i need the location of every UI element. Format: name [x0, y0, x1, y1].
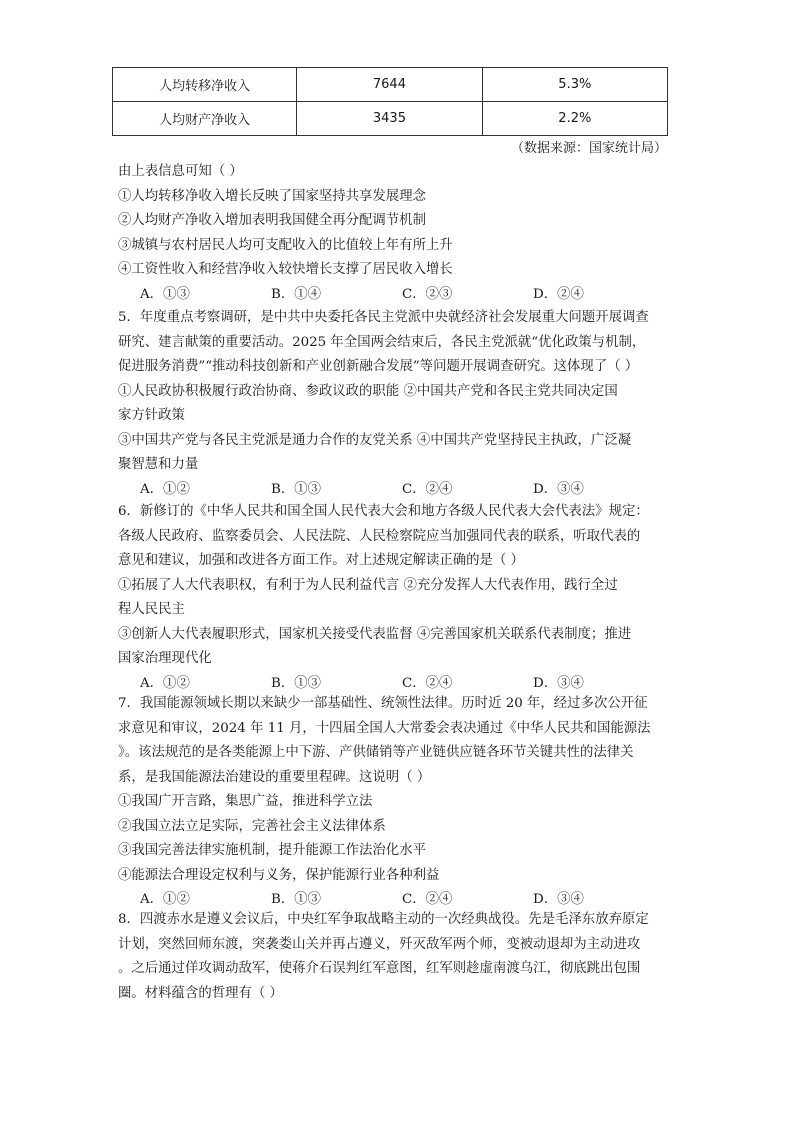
- question-line: 圈。材料蕴含的哲理有（ ）: [118, 985, 283, 1001]
- question-line: ①拓展了人大代表职权，有利于为人民利益代言 ②充分发挥人大代表作用，践行全过: [118, 577, 618, 593]
- question-line: ③创新人大代表履职形式，国家机关接受代表监督 ④完善国家机关联系代表制度；推进: [118, 626, 632, 642]
- option-c: C．②③: [402, 286, 453, 302]
- data-source-note: （数据来源：国家统计局）: [510, 141, 667, 156]
- question-8: [118, 908, 678, 1006]
- option-c: C．②④: [402, 892, 453, 907]
- question-line: 国家治理现代化: [118, 651, 212, 666]
- statement-3: ③城镇与农村居民人均可支配收入的比值较上年有所上升: [118, 237, 453, 253]
- option-d: D．③④: [533, 892, 584, 907]
- option-b: B．①③: [271, 481, 322, 497]
- table-row: [113, 68, 668, 102]
- question-line: 系，是我国能源法治建设的重要里程碑。这说明（ ）: [118, 769, 431, 785]
- question-line: ③中国共产党与各民主党派是通力合作的友党关系 ④中国共产党坚持民主执政，广泛凝: [118, 432, 632, 448]
- table-cell: 人均财产净收入: [113, 102, 297, 136]
- question-line: 。之后通过佯攻调动敌军，使蒋介石误判红军意图，红军则趁虚南渡乌江，彻底跳出包围: [118, 961, 641, 976]
- question-line: 5．年度重点考察调研，是中共中央委托各民主党派中央就经济社会发展重大问题开展调查: [118, 310, 649, 325]
- option-b: B．①④: [271, 286, 322, 302]
- question-line: 求意见和审议，2024 年 11 月，十四届全国人大常委会表决通过《中华人民共和国能源法: [118, 720, 651, 736]
- question-stem: 由上表信息可知（ ）: [118, 164, 243, 179]
- question-4: [118, 160, 678, 307]
- statement-4: ④工资性收入和经营净收入较快增长支撑了居民收入增长: [118, 262, 453, 277]
- table-row: [113, 102, 668, 136]
- question-line: 聚智慧和力量: [118, 457, 199, 472]
- question-5: [118, 306, 678, 502]
- income-table: [112, 67, 668, 136]
- statement-3: ③我国完善法律实施机制，提升能源工作法治化水平: [118, 843, 426, 858]
- question-line: 8．四渡赤水是遵义会议后，中央红军争取战略主动的一次经典战役。先是毛泽东放弃原定: [118, 912, 649, 927]
- statement-2: ②人均财产净收入增加表明我国健全再分配调节机制: [118, 213, 426, 228]
- statement-1: ①我国广开言路，集思广益，推进科学立法: [118, 794, 373, 809]
- option-b: B．①③: [271, 892, 322, 907]
- option-a: A．①②: [140, 675, 190, 691]
- question-line: ①人民政协积极履行政治协商、参政议政的职能 ②中国共产党和各民主党共同决定国: [118, 383, 618, 399]
- table-cell: 2.2%: [482, 102, 667, 136]
- statement-2: ②我国立法立足实际，完善社会主义法律体系: [118, 818, 386, 834]
- table-cell: 5.3%: [482, 68, 667, 102]
- question-line: 计划，突然回师东渡，突袭娄山关并再占遵义，歼灭敌军两个师，变被动退却为主动进攻: [118, 936, 641, 952]
- option-d: D．③④: [533, 675, 584, 691]
- table-cell: 7644: [297, 68, 482, 102]
- option-d: D．③④: [533, 481, 584, 497]
- question-line: 》。该法规范的是各类能源上中下游、产供储销等产业链供应链各环节关键共性的法律关: [118, 745, 634, 760]
- question-line: 程人民民主: [118, 602, 185, 617]
- table-cell: 3435: [297, 102, 482, 136]
- question-line: 各级人民政府、监察委员会、人民法院、人民检察院应当加强同代表的联系，听取代表的: [118, 528, 641, 544]
- question-line: 家方针政策: [118, 408, 185, 423]
- option-c: C．②④: [402, 675, 453, 691]
- option-c: C．②④: [402, 481, 453, 497]
- option-a: A．①②: [140, 481, 190, 497]
- answer-options: [118, 283, 678, 308]
- question-line: 研究、建言献策的重要活动。2025 年全国两会结束后，各民主党派就“优化政策与机制，: [118, 334, 646, 350]
- table-cell: 人均转移净收入: [113, 68, 297, 102]
- question-line: 意见和建议，加强和改进各方面工作。对上述规定解读正确的是（ ）: [118, 553, 524, 568]
- question-6: [118, 500, 678, 696]
- question-line: 促进服务消费”“推动科技创新和产业创新融合发展”等问题开展调查研究。这体现了（ ）: [118, 359, 639, 374]
- option-d: D．②④: [533, 286, 584, 302]
- option-a: A．①②: [140, 892, 190, 907]
- question-7: [118, 692, 678, 913]
- answer-options: [118, 478, 678, 503]
- question-line: 7．我国能源领域长期以来缺少一部基础性、统领性法律。历时近 20 年，经过多次公开征: [118, 696, 648, 711]
- question-line: 6．新修订的《中华人民共和国全国人民代表大会和地方各级人民代表大会代表法》规定：: [118, 504, 649, 519]
- statement-1: ①人均转移净收入增长反映了国家坚持共享发展理念: [118, 188, 426, 204]
- option-b: B．①③: [271, 675, 322, 691]
- option-a: A．①③: [140, 286, 190, 302]
- statement-4: ④能源法合理设定权利与义务，保护能源行业各种利益: [118, 867, 440, 883]
